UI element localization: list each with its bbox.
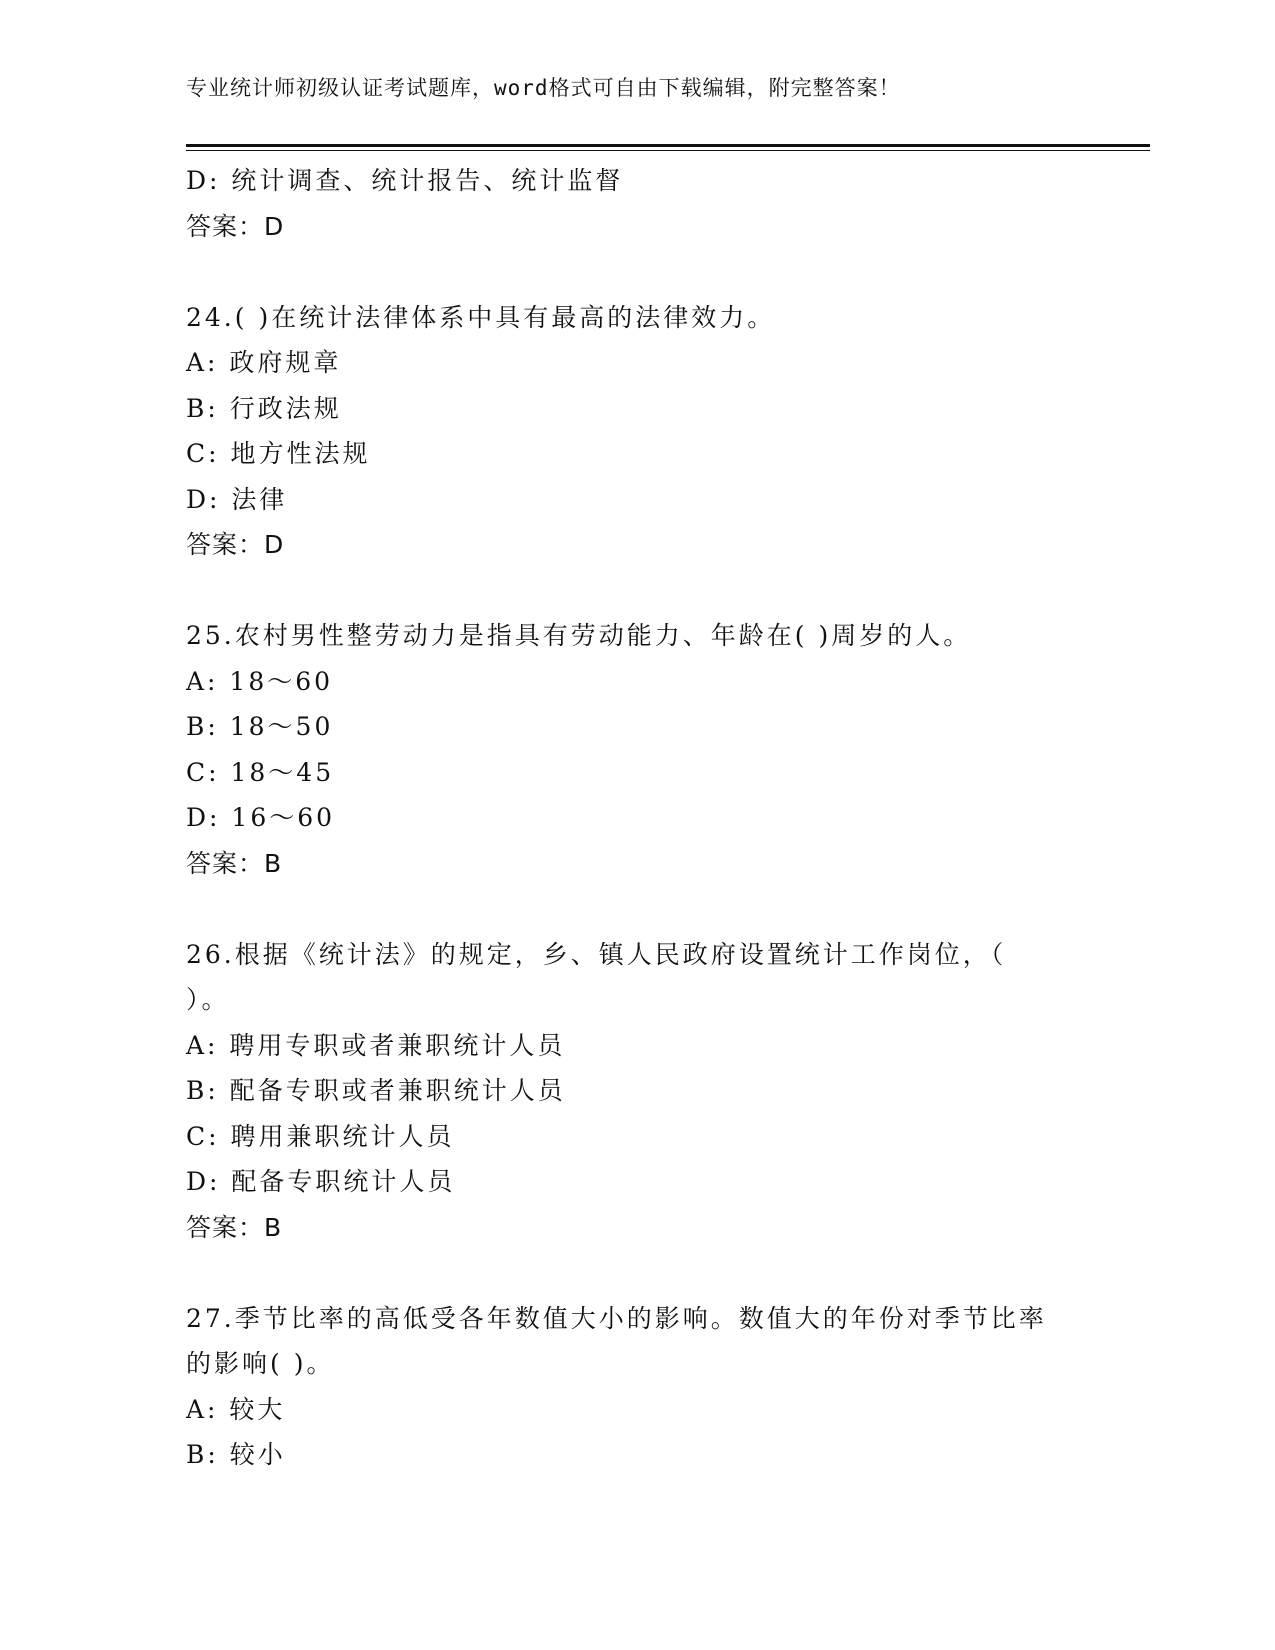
- option-a: A: 18～60: [186, 666, 334, 696]
- question-stem: 27.季节比率的高低受各年数值大小的影响。数值大的年份对季节比率: [186, 1303, 1047, 1333]
- question-24: [186, 295, 1086, 568]
- option-d: D: 配备专职统计人员: [186, 1167, 456, 1196]
- answer-line: 答案：B: [186, 1212, 283, 1242]
- answer-line: 答案：D: [186, 530, 285, 559]
- option-b: B: 18～50: [186, 712, 334, 741]
- option-c: C: 18～45: [186, 757, 335, 787]
- spacer: [186, 1250, 1086, 1296]
- page-header: 专业统计师初级认证考试题库，word格式可自由下载编辑，附完整答案！: [186, 76, 901, 100]
- option-d: D: 统计调查、统计报告、统计监督: [186, 166, 624, 195]
- option-d: D: 法律: [186, 484, 288, 514]
- option-a: A: 聘用专职或者兼职统计人员: [186, 1030, 566, 1060]
- spacer: [186, 886, 1086, 932]
- question-stem-continued: 的影响( )。: [186, 1349, 335, 1378]
- answer-line: 答案：B: [186, 848, 283, 878]
- option-a: A: 政府规章: [186, 348, 342, 377]
- question-stem: 26.根据《统计法》的规定，乡、镇人民政府设置统计工作岗位，（: [186, 939, 1007, 969]
- option-b: B: 配备专职或者兼职统计人员: [186, 1076, 566, 1105]
- question-23-tail: [186, 158, 1086, 249]
- option-d: D: 16～60: [186, 803, 336, 832]
- option-b: B: 较小: [186, 1440, 286, 1469]
- question-26: [186, 932, 1086, 1251]
- option-c: C: 地方性法规: [186, 439, 371, 468]
- header-divider-thin: [186, 150, 1150, 151]
- spacer: [186, 568, 1086, 614]
- spacer: [186, 249, 1086, 295]
- header-divider-thick: [186, 144, 1150, 147]
- option-a: A: 较大: [186, 1394, 286, 1424]
- question-25: [186, 613, 1086, 886]
- question-stem: 25.农村男性整劳动力是指具有劳动能力、年龄在( )周岁的人。: [186, 621, 972, 650]
- answer-line: 答案：D: [186, 211, 285, 241]
- question-list: [186, 158, 1086, 1478]
- question-27: [186, 1296, 1086, 1478]
- option-c: C: 聘用兼职统计人员: [186, 1121, 455, 1151]
- question-stem-continued: ）。: [186, 985, 230, 1014]
- question-stem: 24.( )在统计法律体系中具有最高的法律效力。: [186, 302, 776, 332]
- option-b: B: 行政法规: [186, 393, 342, 423]
